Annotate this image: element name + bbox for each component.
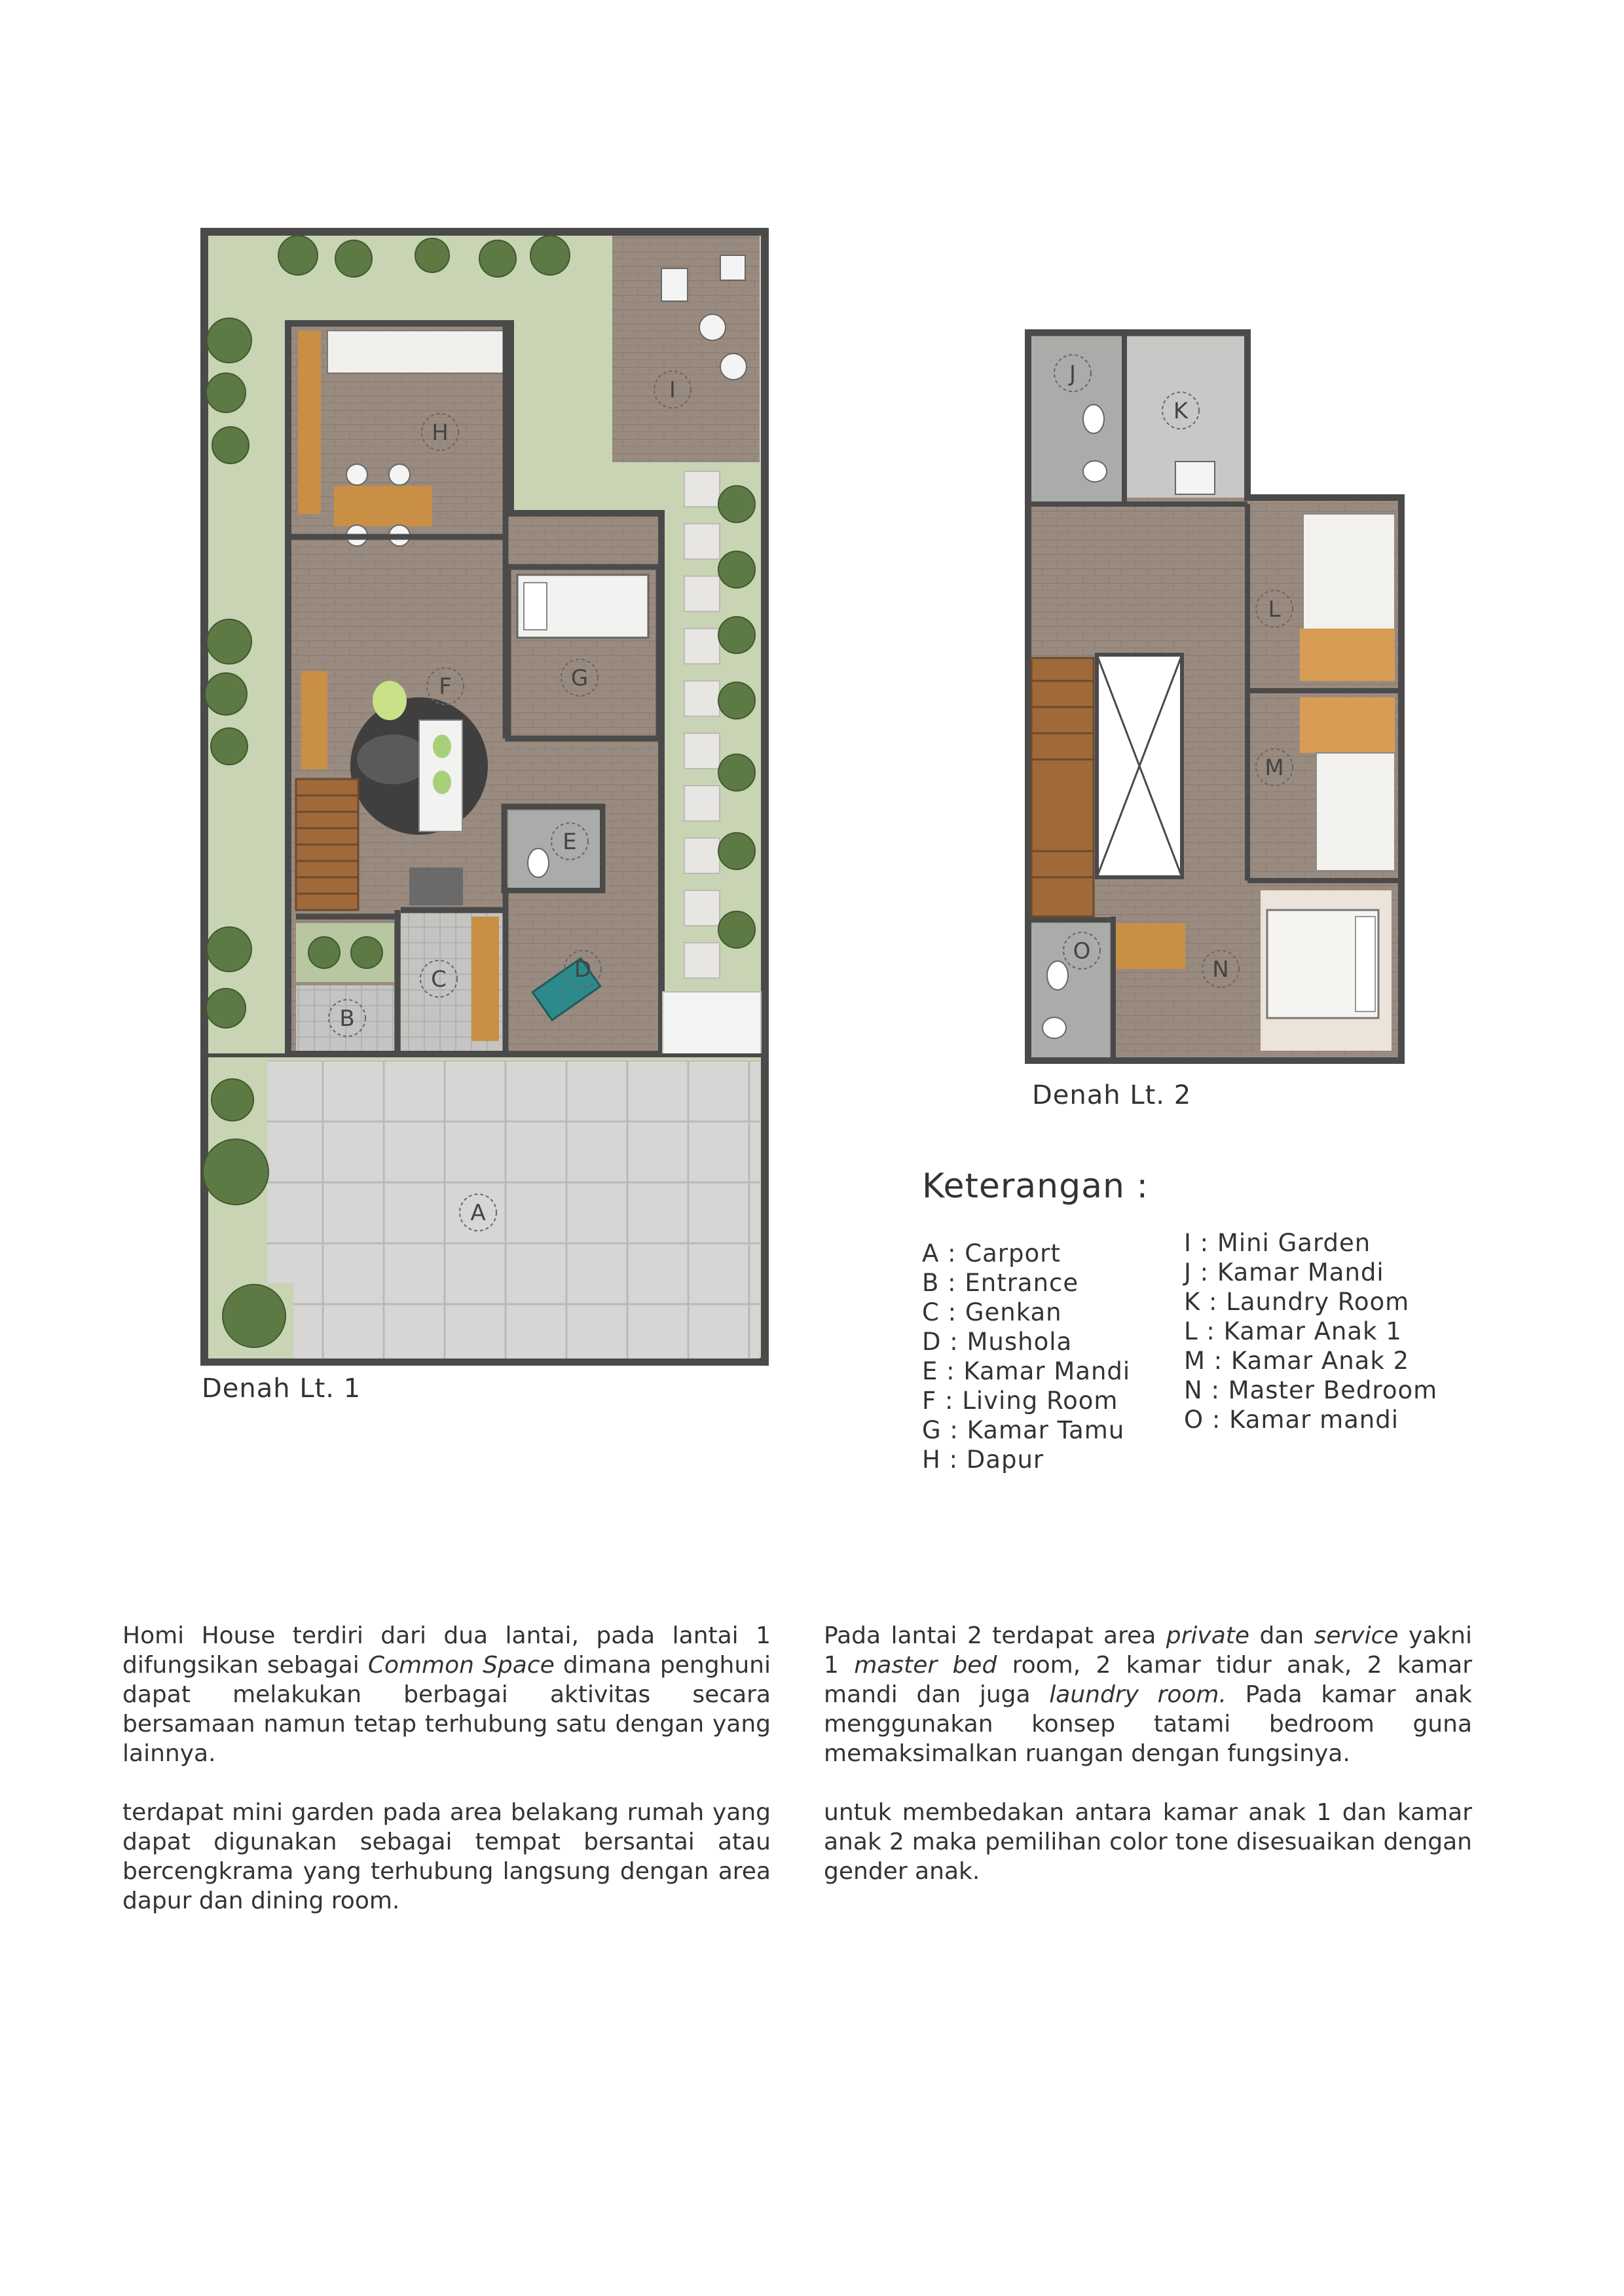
room-label-H: H [432, 420, 449, 446]
floor2-caption: Denah Lt. 2 [1032, 1080, 1192, 1110]
description-left-paragraph-2: terdapat mini garden pada area belakang rumah yang dapat digunakan sebagai tempat bersantai atau bercengkrama yang terhubung langsung dengan area dapur dan dining room. [122, 1799, 771, 1914]
room-label-M: M [1264, 755, 1284, 781]
floor2-bath-J [1031, 337, 1123, 504]
legend-item: I : Mini Garden [1184, 1229, 1371, 1257]
tv-console [409, 867, 463, 905]
legend-item: A : Carport [922, 1239, 1061, 1267]
room-label-B: B [339, 1006, 355, 1032]
legend-item: K : Laundry Room [1184, 1288, 1410, 1316]
room-label-E: E [563, 829, 577, 855]
floor2-stairs [1031, 658, 1094, 917]
room-label-J: J [1069, 361, 1077, 387]
legend-item: D : Mushola [922, 1328, 1073, 1356]
room-label-K: K [1173, 398, 1189, 424]
room-label-L: L [1268, 596, 1281, 623]
floor1-caption: Denah Lt. 1 [202, 1374, 361, 1404]
legend-column-2 [1184, 1228, 1437, 1434]
kitchen-counter-top [327, 331, 504, 373]
legend-item: C : Genkan [922, 1298, 1062, 1326]
kids-room-2-cabinet [1300, 697, 1395, 753]
room-label-N: N [1212, 957, 1229, 983]
kids-room-2-tatami [1316, 753, 1395, 871]
legend-item: M : Kamar Anak 2 [1184, 1347, 1410, 1375]
side-ledge [663, 992, 761, 1055]
room-label-I: I [669, 377, 676, 403]
kitchen-island [334, 486, 432, 526]
kitchen-counter-side [298, 331, 321, 514]
legend-item: F : Living Room [922, 1387, 1118, 1415]
floor2-plan [1028, 333, 1401, 1061]
legend-item: J : Kamar Mandi [1184, 1258, 1384, 1286]
master-wardrobe [1113, 923, 1185, 969]
legend-item: H : Dapur [922, 1446, 1044, 1474]
floor1-plan [203, 232, 765, 1362]
room-label-O: O [1073, 938, 1091, 964]
legend-title: Keterangan : [922, 1167, 1149, 1206]
description-right-paragraph-1: Pada lantai 2 terdapat area private dan service yakni 1 master bed room, 2 kamar tidur anak, 2 kamar mandi dan juga laundry room. Pada kamar anak menggunakan konsep tatami bedroom guna memaksimalkan ruangan dengan fungsinya. [824, 1622, 1473, 1767]
legend-item: E : Kamar Mandi [922, 1357, 1131, 1385]
floor1-stairs [296, 779, 358, 910]
legend-item: L : Kamar Anak 1 [1184, 1317, 1402, 1345]
legend-column-1 [922, 1239, 1130, 1474]
room-label-D: D [574, 957, 592, 983]
living-armchair [373, 681, 407, 720]
legend-item: B : Entrance [922, 1269, 1079, 1297]
room-label-F: F [439, 674, 452, 700]
room-label-G: G [570, 665, 589, 691]
living-cabinet [301, 671, 327, 769]
carport-floor [267, 1061, 760, 1358]
room-label-C: C [431, 966, 447, 993]
description-left-paragraph-1: Homi House terdiri dari dua lantai, pada lantai 1 difungsikan sebagai Common Space dimana penghuni dapat melakukan berbagai aktivitas secara bersamaan namun tetap terhubung satu dengan yang lainnya. [122, 1622, 771, 1767]
room-label-A: A [470, 1200, 486, 1226]
description-right-paragraph-2: untuk membedakan antara kamar anak 1 dan kamar anak 2 maka pemilihan color tone disesuaikan dengan gender anak. [824, 1799, 1472, 1885]
kids-room-1-cabinet [1300, 629, 1395, 681]
genkan-cabinet [471, 917, 499, 1041]
legend-item: G : Kamar Tamu [922, 1416, 1125, 1444]
legend-item: O : Kamar mandi [1184, 1406, 1399, 1434]
legend-item: N : Master Bedroom [1184, 1376, 1438, 1404]
